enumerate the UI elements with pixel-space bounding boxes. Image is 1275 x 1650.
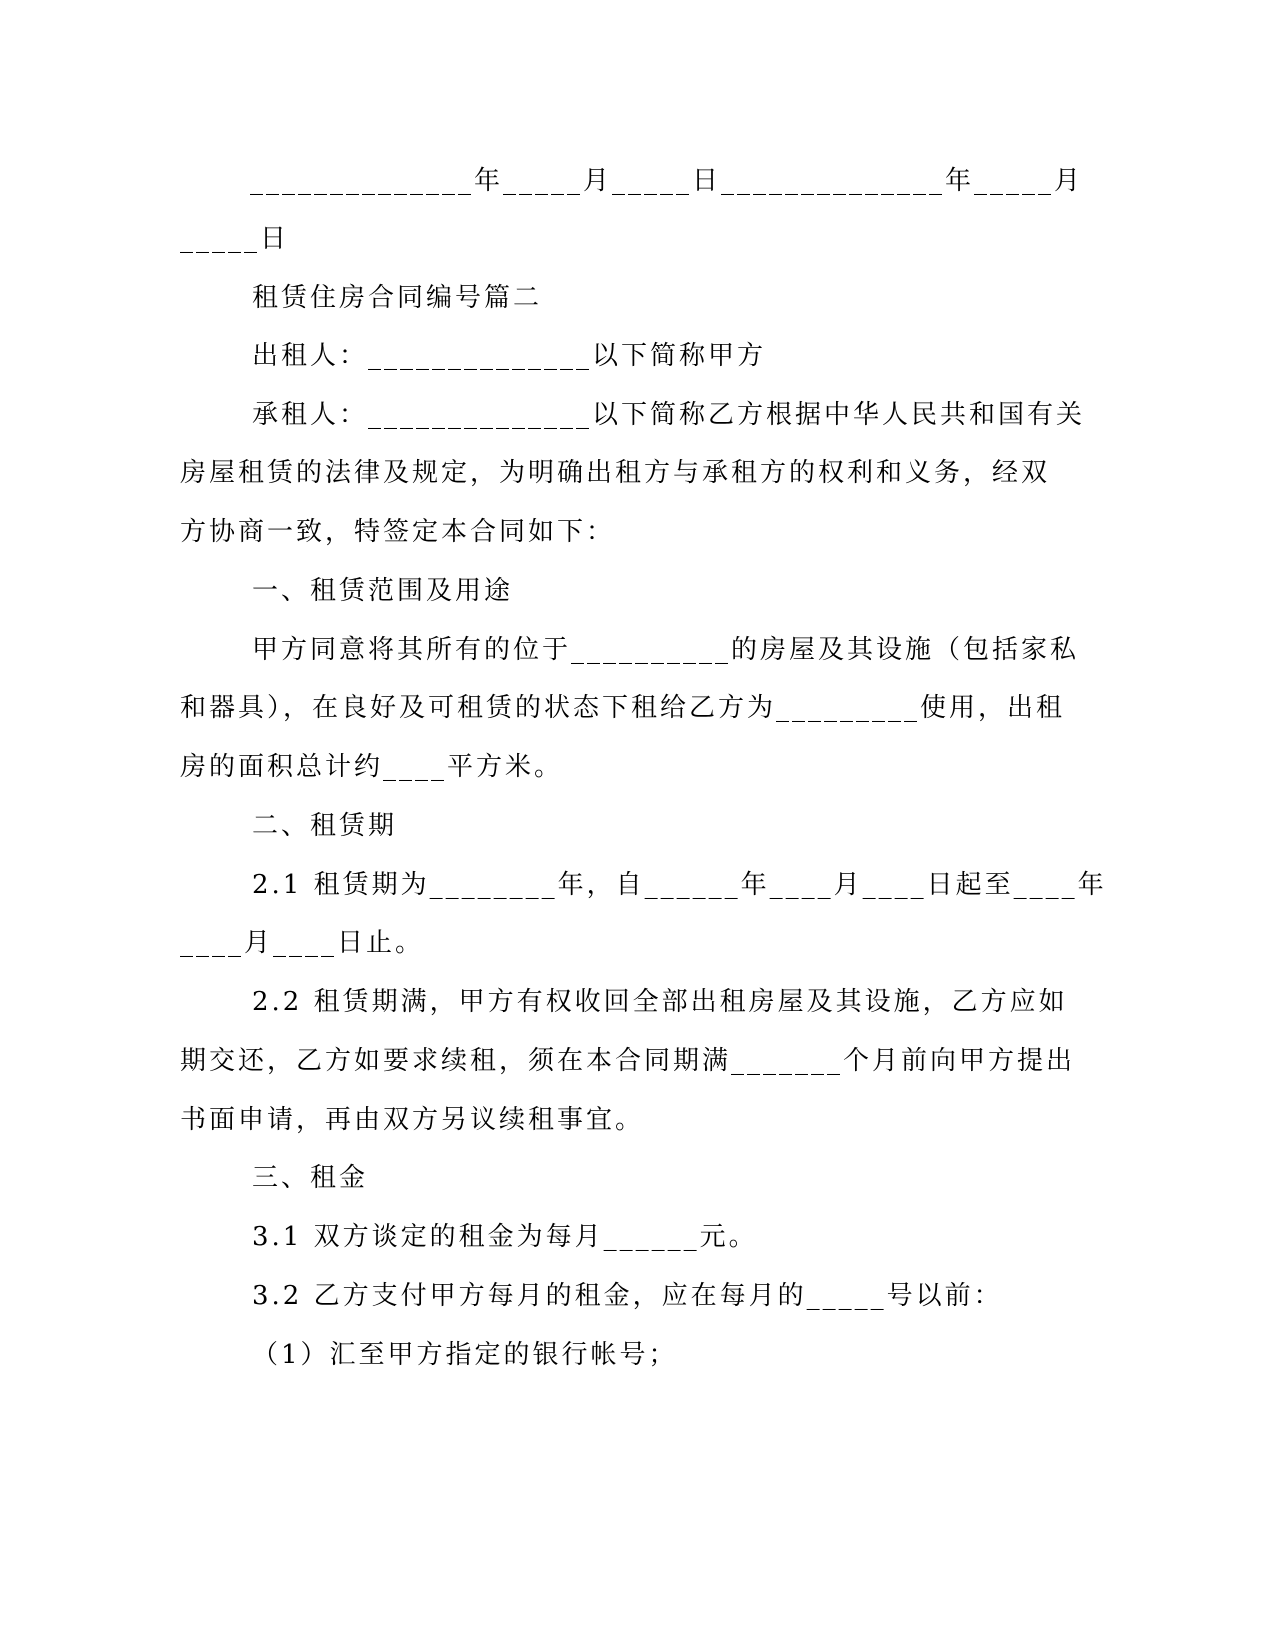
text: _____日 (180, 224, 290, 254)
text: 甲方同意将其所有的位于__________的房屋及其设施（包括家私 (252, 635, 1080, 665)
section-1-line-1 (252, 632, 1275, 668)
text: 租赁住房合同编号篇二 (252, 283, 543, 313)
text: 出租人：______________以下简称甲方 (252, 341, 767, 371)
clause-2-1-line-1 (252, 867, 1275, 903)
section-heading-2 (252, 808, 1275, 844)
text: 期交还，乙方如要求续租，须在本合同期满_______个月前向甲方提出 (180, 1046, 1076, 1076)
section-heading-3 (252, 1160, 1275, 1196)
preamble-line-2 (180, 455, 1275, 491)
section-heading-1 (252, 573, 1275, 609)
clause-3-2-item-1 (252, 1337, 1275, 1373)
lessor-line (252, 338, 1275, 374)
text: 3.2 乙方支付甲方每月的租金，应在每月的_____号以前： (252, 1281, 1003, 1311)
text: 一、租赁范围及用途 (252, 576, 514, 606)
text: 三、租金 (252, 1163, 369, 1193)
clause-3-2 (252, 1278, 1275, 1314)
clause-2-2-line-3 (180, 1102, 1275, 1138)
date-line-2 (180, 221, 1275, 257)
text: 承租人：______________以下简称乙方根据中华人民共和国有关 (252, 400, 1086, 430)
date-line-1 (250, 163, 1275, 199)
text: 房屋租赁的法律及规定，为明确出租方与承租方的权利和义务，经双 (180, 458, 1051, 488)
text: ______________年_____月_____日______________年_____月 (250, 166, 1084, 196)
text: （1）汇至甲方指定的银行帐号； (252, 1340, 678, 1370)
text: ____月____日止。 (180, 928, 425, 958)
text: 二、租赁期 (252, 811, 398, 841)
clause-2-2-line-1 (252, 984, 1275, 1020)
clause-3-1 (252, 1219, 1275, 1255)
preamble-line-3 (180, 514, 1275, 550)
text: 3.1 双方谈定的租金为每月______元。 (252, 1222, 758, 1252)
text: 和器具），在良好及可租赁的状态下租给乙方为_________使用，出租 (180, 693, 1066, 723)
document-title (252, 280, 1275, 316)
text: 书面申请，再由双方另议续租事宜。 (180, 1105, 645, 1135)
text: 房的面积总计约____平方米。 (180, 752, 564, 782)
section-1-line-3 (180, 749, 1275, 785)
clause-2-1-line-2 (180, 925, 1275, 961)
section-1-line-2 (180, 690, 1275, 726)
text: 2.1 租赁期为________年，自______年____月____日起至____年 (252, 870, 1107, 900)
text: 2.2 租赁期满，甲方有权收回全部出租房屋及其设施，乙方应如 (252, 987, 1068, 1017)
lessee-line (252, 397, 1275, 433)
text: 方协商一致，特签定本合同如下： (180, 517, 616, 547)
clause-2-2-line-2 (180, 1043, 1275, 1079)
